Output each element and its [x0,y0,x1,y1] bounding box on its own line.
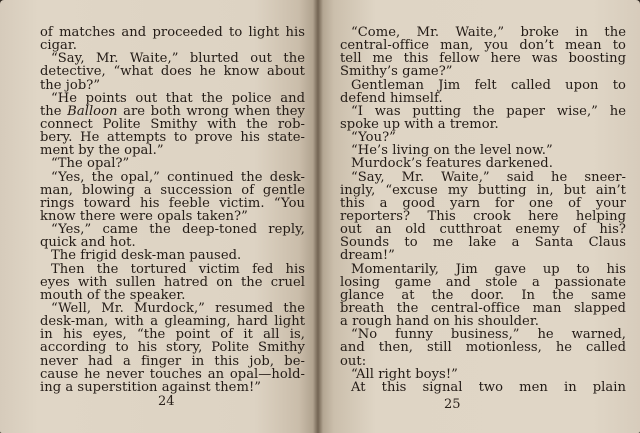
text-line: this a good yarn for one of your [340,196,626,210]
text-line: “He’s living on the level now.” [351,144,553,158]
text-line: central-office man, you don’t mean to [340,39,626,53]
text-line: bery. He attempts to prove his state- [40,131,305,145]
text-line: ment by the opal.” [40,144,164,158]
text-line: “I was putting the paper wise,” he [351,104,626,118]
right-page-text [340,26,626,394]
right-page-number: 25 [444,397,461,412]
text-line: “Say, Mr. Waite,” blurted out the [51,52,305,66]
text-line: “No funny business,” he warned, [351,328,626,342]
text-line: Murdock’s features darkened. [351,157,553,171]
text-line: Then the tortured victim fed his [51,262,305,276]
text-line: Sounds to me lake a Santa Claus [340,236,626,250]
text-line: Gentleman Jim felt called upon to [351,78,626,92]
text-line: “Well, Mr. Murdock,” resumed the [51,301,305,316]
text-line: a rough hand on his shoulder. [340,315,539,329]
text-line: “He points out that the police and [51,91,305,105]
text-line: defend himself. [340,91,443,105]
left-page-number: 24 [158,394,175,409]
text-line: of matches and proceeded to light his [40,26,305,40]
text-line: in his eyes, “the point of it all is, [40,328,305,342]
text-line: out an old cutthroat enemy of his? [340,223,626,237]
text-line: connect Polite Smithy with the rob- [40,117,305,132]
text-line: “You?” [351,131,396,145]
text-line: ing a superstition against them!” [40,380,261,394]
text-line: cigar. [40,39,77,53]
text-line: The frigid desk-man paused. [51,249,242,263]
text-line: never had a finger in this job, be- [40,354,305,368]
text-line: cause he never touches an opal—hold- [40,367,305,381]
text-line: dream!” [340,249,395,263]
text-line: quick and hot. [40,236,136,250]
text-line: “Say, Mr. Waite,” said he sneer- [351,170,626,184]
text-line: glance at the door. In the same [340,288,626,302]
text-line: mouth of the speaker. [40,288,186,302]
text-line: rings toward his feeble victim. “You [40,196,305,210]
right-page [318,0,640,433]
text-line: man, blowing a succession of gentle [40,183,305,197]
text-line: “Yes, the opal,” continued the desk- [51,170,305,184]
text-line: according to his story, Polite Smithy [40,341,305,355]
text-line: tell me this fellow here was boosting [340,52,626,66]
text-line: eyes with sullen hatred on the cruel [40,275,305,289]
text-line: out: [340,354,367,368]
text-line: the Balloon are both wrong when they [40,104,305,118]
left-page [0,0,318,433]
text-line: “All right boys!” [351,367,458,381]
text-line: breath the central-office man slapped [340,301,626,316]
text-line: reporters? This crook here helping [340,209,626,224]
text-line: spoke up with a tremor. [340,117,499,132]
text-line: and then, still motionless, he called [340,341,626,355]
text-line: “The opal?” [51,157,130,171]
left-page-text [40,26,305,394]
text-line: Smithy’s game?” [340,65,453,79]
text-line: “Yes,” came the deep-toned reply, [51,223,305,237]
text-line: Momentarily, Jim gave up to his [351,262,626,276]
text-line: At this signal two men in plain [351,380,626,394]
text-line: the job?” [40,78,101,92]
text-line: “Come, Mr. Waite,” broke in the [351,26,626,40]
book-gutter [313,0,323,433]
text-line: know there were opals taken?” [40,209,248,224]
text-line: desk-man, with a gleaming, hard light [40,315,305,329]
text-line: losing game and stole a passionate [340,275,626,289]
text-line: ingly, “excuse my butting in, but ain’t [340,183,626,197]
text-line: detective, “what does he know about [40,65,305,79]
